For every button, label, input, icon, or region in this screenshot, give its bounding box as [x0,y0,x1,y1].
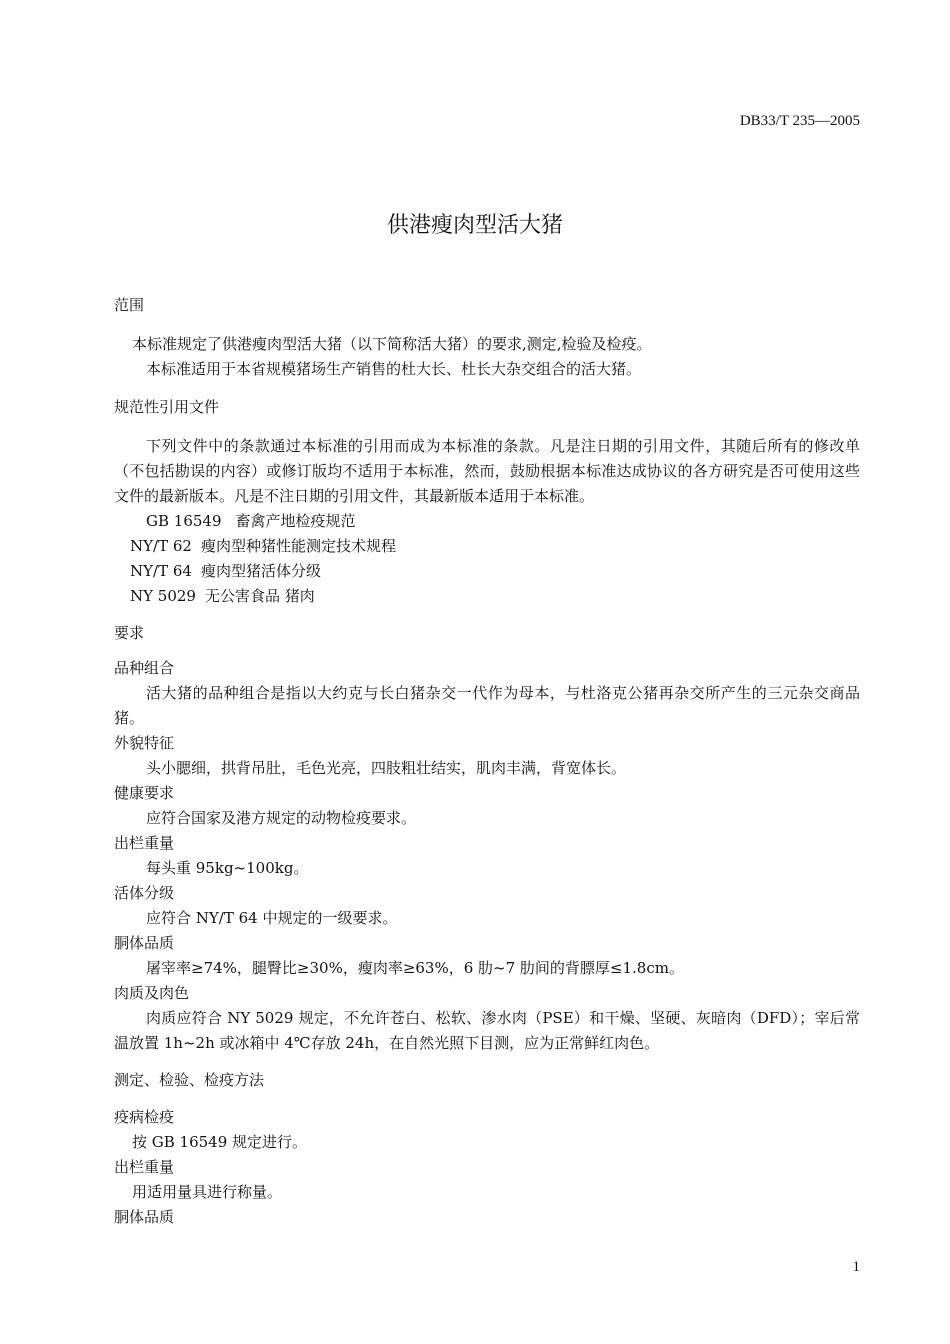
subsection-heading: 胴体品质 [114,1208,175,1226]
reference-item [114,534,860,559]
section-heading-methods: 测定、检验、检疫方法 [114,1071,265,1089]
reference-name: 无公害食品 猪肉 [204,587,315,605]
subsection-heading: 活体分级 [114,884,175,902]
subsection-text: 屠宰率≥74%，腿臀比≥30%，瘦肉率≥63%，6 肋~7 肋间的背膘厚≤1.8cm。 [146,959,684,977]
reference-item [114,559,860,584]
reference-item [114,509,860,534]
reference-name: 瘦肉型猪活体分级 [200,562,321,580]
subsection-text: 头小腮细，拱背吊肚，毛色光亮，四肢粗壮结实，肌肉丰满，背宽体长。 [146,759,627,777]
subsection-heading: 健康要求 [114,784,175,802]
reference-code: NY 5029 [130,587,196,605]
subsection-text: 每头重 95kg~100kg。 [146,859,309,877]
reference-item [114,584,860,609]
reference-name: 畜禽产地检疫规范 [235,512,356,530]
reference-code: GB 16549 [146,512,222,530]
reference-name: 瘦肉型种猪性能测定技术规程 [200,537,396,555]
subsection-heading: 品种组合 [114,659,175,677]
subsection-heading: 外貌特征 [114,734,175,752]
subsection-heading: 出栏重量 [114,834,175,852]
standard-code: DB33/T 235—2005 [739,113,860,129]
subsection-heading: 出栏重量 [114,1158,175,1176]
subsection-text: 应符合 NY/T 64 中规定的一级要求。 [146,909,398,927]
section-heading-scope: 范围 [114,296,145,314]
normative-paragraph: 下列文件中的条款通过本标准的引用而成为本标准的条款。凡是注日期的引用文件，其随后所有的修改单（不包括勘误的内容）或修订版均不适用于本标准，然而，鼓励根据本标准达成协议的各方研究是否可使用这些文件的最新版本。凡是不注日期的引用文件，其最新版本适用于本标准。 [114,437,860,505]
section-heading-normative: 规范性引用文件 [114,398,220,416]
scope-paragraph-1: 本标准规定了供港瘦肉型活大猪（以下简称活大猪）的要求,测定,检验及检疫。 [132,335,652,353]
subsection-heading: 肉质及肉色 [114,984,190,1002]
subsection-heading: 疫病检疫 [114,1108,175,1126]
page-number: 1 [852,1259,860,1275]
subsection-text: 肉质应符合 NY 5029 规定，不允许苍白、松软、渗水肉（PSE）和干燥、坚硬、灰暗肉（DFD）；宰后常温放置 1h~2h 或冰箱中 4℃存放 24h，在自然光照下目测，应为正常鲜红肉色。 [114,1009,860,1052]
section-heading-requirements: 要求 [114,624,145,642]
reference-code: NY/T 62 [130,537,192,555]
subsection-text: 应符合国家及港方规定的动物检疫要求。 [146,809,417,827]
subsection-text: 活大猪的品种组合是指以大约克与长白猪杂交一代作为母本，与杜洛克公猪再杂交所产生的三元杂交商品猪。 [114,684,860,727]
subsection-text: 用适用量具进行称量。 [132,1183,283,1201]
scope-paragraph-2: 本标准适用于本省规模猪场生产销售的杜大长、杜长大杂交组合的活大猪。 [146,360,642,378]
subsection-heading: 胴体品质 [114,934,175,952]
subsection-text: 按 GB 16549 规定进行。 [132,1133,308,1151]
document-body [114,293,860,1230]
reference-code: NY/T 64 [130,562,192,580]
document-title: 供港瘦肉型活大猪 [386,213,563,238]
